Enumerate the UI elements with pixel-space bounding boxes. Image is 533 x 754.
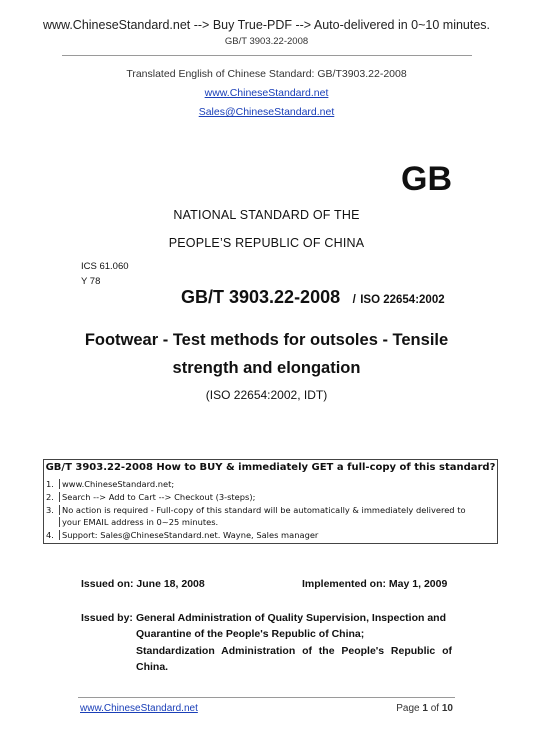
buy-step-1-text[interactable]: www.ChineseStandard.net;	[59, 479, 174, 489]
document-title-line1: Footwear - Test methods for outsoles - Tensile	[84, 331, 449, 349]
issuer-org2-line1: Standardization Administration of the People's Republic of	[136, 645, 452, 657]
national-standard-line1: NATIONAL STANDARD OF THE	[173, 208, 360, 222]
gb-mark: GB	[401, 160, 452, 198]
page-total: 10	[441, 703, 453, 714]
page-number: 1	[422, 703, 428, 714]
issuer-org1-line2: Quarantine of the People's Republic of China;	[136, 628, 365, 640]
buy-step-1: 1. www.ChineseStandard.net;	[46, 479, 175, 489]
email-link[interactable]: Sales@ChineseStandard.net	[198, 106, 335, 118]
buy-step-3-text: No action is required - Full-copy of this standard will be automatically & immediately delivered to	[59, 505, 466, 515]
website-link[interactable]: www.ChineseStandard.net	[204, 87, 329, 99]
buy-info-box	[43, 459, 498, 544]
translated-note: Translated English of Chinese Standard: GB/T3903.22-2008	[126, 68, 407, 80]
buy-box-title: GB/T 3903.22-2008 How to BUY & immediately GET a full-copy of this standard?	[45, 462, 496, 473]
header-banner: www.ChineseStandard.net --> Buy True-PDF --> Auto-delivered in 0~10 minutes.	[42, 18, 491, 32]
buy-step-2: 2. Search --> Add to Cart --> Checkout (3-steps);	[46, 492, 256, 502]
buy-step-3-cont-text: your EMAIL address in 0~25 minutes.	[59, 517, 218, 527]
buy-step-4: 4. Support: Sales@ChineseStandard.net. Wayne, Sales manager	[46, 530, 319, 540]
buy-step-3-cont	[44, 517, 218, 527]
classification-code: Y 78	[81, 276, 101, 287]
standard-number-line	[181, 287, 445, 308]
footer-website-wrap	[80, 703, 198, 714]
buy-step-3: 3. No action is required - Full-copy of this standard will be automatically & immediately delivered to	[46, 505, 466, 515]
page-of: of	[430, 703, 440, 714]
header-divider	[62, 55, 472, 56]
issued-by-label: Issued by:	[81, 612, 133, 624]
page-indicator	[355, 703, 453, 714]
buy-step-4-text: Support: Sales@ChineseStandard.net. Wayne, Sales manager	[59, 530, 318, 540]
gb-standard-number: GB/T 3903.22-2008	[181, 287, 341, 307]
header-std-code: GB/T 3903.22-2008	[224, 36, 309, 47]
footer-website-link[interactable]: www.ChineseStandard.net	[80, 703, 198, 714]
footer-divider	[78, 697, 455, 698]
iso-standard-number: ISO 22654:2002	[360, 294, 445, 306]
national-standard-line2: PEOPLE’S REPUBLIC OF CHINA	[168, 236, 365, 250]
issued-date: Issued on: June 18, 2008	[81, 578, 205, 590]
page-prefix: Page	[396, 703, 420, 714]
buy-step-2-text: Search --> Add to Cart --> Checkout (3-steps);	[59, 492, 255, 502]
website-link-wrap	[0, 87, 533, 99]
implemented-date: Implemented on: May 1, 2009	[302, 578, 448, 590]
document-title-line2: strength and elongation	[172, 359, 361, 377]
email-link-wrap	[0, 106, 533, 118]
issuer-org1-line1: General Administration of Quality Supervision, Inspection and	[136, 612, 446, 624]
ics-code: ICS 61.060	[81, 261, 129, 272]
standard-separator: /	[352, 294, 356, 306]
iso-equivalence: (ISO 22654:2002, IDT)	[205, 388, 328, 402]
issuer-org2-line2: China.	[136, 661, 169, 673]
